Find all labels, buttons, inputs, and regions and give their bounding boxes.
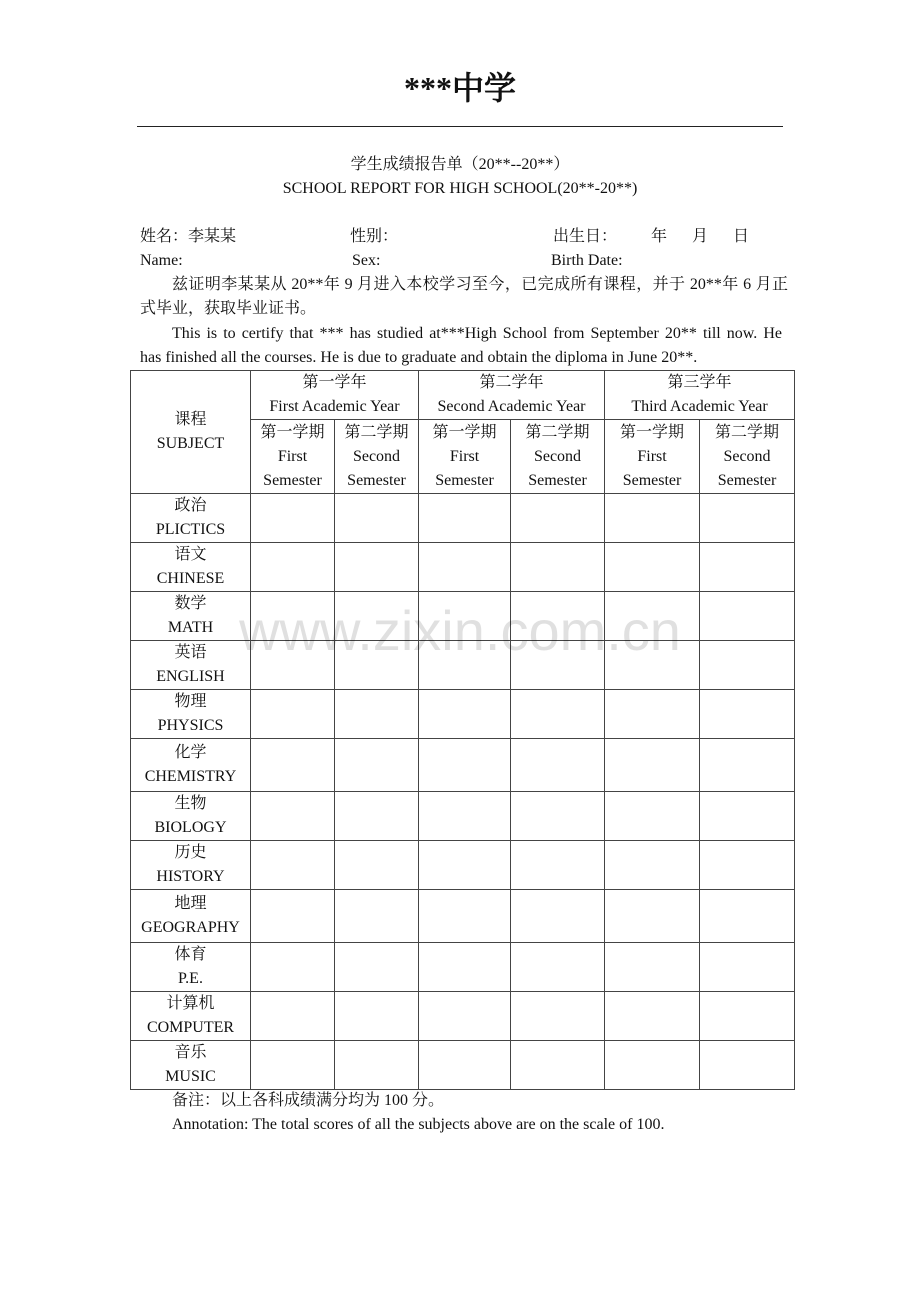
semester-header-en: Semester xyxy=(435,471,494,489)
year-header-en: Second Academic Year xyxy=(437,398,586,415)
year-header-third xyxy=(605,371,795,420)
score-cell xyxy=(419,890,511,943)
score-cell xyxy=(511,494,605,543)
name-label-cn: 姓名： xyxy=(140,228,189,245)
score-cell xyxy=(700,543,795,592)
score-cell xyxy=(419,841,511,890)
semester-header-cell xyxy=(700,420,795,494)
report-subtitle-en: SCHOOL REPORT FOR HIGH SCHOOL(20**-20**) xyxy=(282,180,638,197)
score-cell xyxy=(335,592,419,641)
sex-label-cn: 性别： xyxy=(350,228,399,245)
score-cell xyxy=(605,841,700,890)
birth-label-en: Birth Date: xyxy=(551,252,623,269)
score-cell xyxy=(511,641,605,690)
semester-header-en: Semester xyxy=(622,471,682,489)
subject-row xyxy=(131,992,795,1041)
score-cell xyxy=(335,1041,419,1090)
score-cell xyxy=(335,792,419,841)
subject-name-en: ENGLISH xyxy=(156,668,225,685)
semester-header-en: Second xyxy=(352,447,401,465)
subject-name-cn: 体育 xyxy=(174,946,207,963)
semester-header-cn: 第一学期 xyxy=(432,423,497,441)
subject-row xyxy=(131,592,795,641)
student-name-field xyxy=(140,225,236,249)
name-label-en: Name: xyxy=(140,252,183,269)
year-header-cn: 第二学年 xyxy=(479,374,544,391)
subject-name-en: PLICTICS xyxy=(155,521,226,538)
subject-header-en: SUBJECT xyxy=(156,435,225,452)
year-header-en: First Academic Year xyxy=(269,398,400,415)
semester-header-en: Semester xyxy=(528,471,587,489)
year-header-en: Third Academic Year xyxy=(631,398,768,415)
score-cell xyxy=(605,543,700,592)
grades-table xyxy=(130,370,795,1090)
subject-row xyxy=(131,494,795,543)
semester-header-cn: 第二学期 xyxy=(715,423,780,441)
score-cell xyxy=(605,890,700,943)
score-cell xyxy=(251,641,335,690)
score-cell xyxy=(335,841,419,890)
subject-name-cn: 地理 xyxy=(174,895,207,912)
score-cell xyxy=(419,592,511,641)
score-cell xyxy=(700,890,795,943)
birth-day-label: 日 xyxy=(733,228,750,245)
score-cell xyxy=(335,494,419,543)
score-cell xyxy=(335,890,419,943)
subject-name-en: MUSIC xyxy=(165,1068,216,1085)
student-name-value: 李某某 xyxy=(188,228,237,245)
subject-name-cn: 物理 xyxy=(174,693,207,710)
score-cell xyxy=(251,841,335,890)
subject-header-cell xyxy=(131,371,251,494)
subject-cell xyxy=(131,739,251,792)
subject-row xyxy=(131,890,795,943)
semester-header-cn: 第二学期 xyxy=(344,423,409,441)
score-cell xyxy=(700,841,795,890)
subject-name-cn: 英语 xyxy=(174,644,207,661)
annotation-en: Annotation: The total scores of all the subjects above are on the scale of 100. xyxy=(172,1116,665,1133)
score-cell xyxy=(700,494,795,543)
subject-name-en: CHEMISTRY xyxy=(144,768,237,785)
year-header-second xyxy=(419,371,605,420)
score-cell xyxy=(419,641,511,690)
subject-row xyxy=(131,1041,795,1090)
semester-header-en: Second xyxy=(723,447,771,465)
subject-name-en: COMPUTER xyxy=(146,1019,235,1036)
score-cell xyxy=(605,943,700,992)
score-cell xyxy=(419,543,511,592)
subject-row xyxy=(131,943,795,992)
subject-name-en: P.E. xyxy=(178,970,203,987)
report-subtitle-cn: 学生成绩报告单（20**--20**） xyxy=(350,156,570,173)
subject-row xyxy=(131,641,795,690)
subject-cell xyxy=(131,943,251,992)
subject-name-cn: 数学 xyxy=(174,595,207,612)
birth-year-label: 年 xyxy=(651,228,668,245)
score-cell xyxy=(605,641,700,690)
score-cell xyxy=(605,690,700,739)
subject-cell xyxy=(131,494,251,543)
score-cell xyxy=(419,739,511,792)
score-cell xyxy=(251,494,335,543)
score-cell xyxy=(419,943,511,992)
score-cell xyxy=(251,992,335,1041)
title-divider xyxy=(137,126,783,127)
subject-cell xyxy=(131,992,251,1041)
score-cell xyxy=(700,943,795,992)
subject-row xyxy=(131,841,795,890)
semester-header-cell xyxy=(605,420,700,494)
score-cell xyxy=(700,641,795,690)
subject-name-en: PHYSICS xyxy=(157,717,224,734)
score-cell xyxy=(511,690,605,739)
score-cell xyxy=(700,792,795,841)
score-cell xyxy=(335,943,419,992)
subject-name-en: CHINESE xyxy=(156,570,225,587)
semester-header-en: Semester xyxy=(347,471,406,489)
subject-name-en: HISTORY xyxy=(156,868,225,885)
certificate-text-cn-line-1: 兹证明李某某从 20**年 9 月进入本校学习至今，已完成所有课程，并于 20**年 6 月正 xyxy=(172,276,788,293)
semester-header-cell xyxy=(335,420,419,494)
subject-cell xyxy=(131,841,251,890)
year-header-first xyxy=(251,371,419,420)
semester-header-en: First xyxy=(449,447,480,465)
subject-cell xyxy=(131,890,251,943)
subject-name-cn: 政治 xyxy=(174,497,207,514)
school-title: ***中学 xyxy=(403,70,516,106)
subject-cell xyxy=(131,543,251,592)
subject-row xyxy=(131,690,795,739)
semester-header-cn: 第一学期 xyxy=(260,423,325,441)
score-cell xyxy=(251,690,335,739)
subject-row xyxy=(131,792,795,841)
score-cell xyxy=(511,792,605,841)
semester-header-en: First xyxy=(637,447,667,465)
grades-table-header xyxy=(131,371,795,494)
score-cell xyxy=(251,592,335,641)
score-cell xyxy=(511,992,605,1041)
subject-name-cn: 化学 xyxy=(174,744,207,761)
birth-month-label: 月 xyxy=(692,228,709,245)
score-cell xyxy=(700,690,795,739)
certificate-text-cn-line-2: 式毕业，获取毕业证书。 xyxy=(140,300,317,317)
certificate-text-en-line-2: has finished all the courses. He is due to graduate and obtain the diploma in June 20**. xyxy=(140,349,698,366)
subject-name-en: BIOLOGY xyxy=(154,819,227,836)
sex-label-en: Sex: xyxy=(352,252,381,269)
score-cell xyxy=(251,543,335,592)
subject-name-en: MATH xyxy=(167,619,214,636)
year-header-cn: 第一学年 xyxy=(302,374,367,391)
subject-cell xyxy=(131,792,251,841)
score-cell xyxy=(511,943,605,992)
subject-name-en: GEOGRAPHY xyxy=(141,919,240,936)
score-cell xyxy=(335,641,419,690)
subject-name-cn: 计算机 xyxy=(166,995,215,1012)
semester-header-cell xyxy=(511,420,605,494)
subject-name-cn: 历史 xyxy=(174,844,207,861)
semester-header-cell xyxy=(251,420,335,494)
score-cell xyxy=(605,1041,700,1090)
score-cell xyxy=(419,992,511,1041)
semester-header-en: Second xyxy=(533,447,582,465)
subject-row xyxy=(131,543,795,592)
semester-header-cn: 第一学期 xyxy=(620,423,685,441)
semester-header-cell xyxy=(419,420,511,494)
year-header-row xyxy=(131,371,795,420)
score-cell xyxy=(700,592,795,641)
subject-name-cn: 音乐 xyxy=(174,1044,207,1061)
semester-header-en: First xyxy=(277,447,308,465)
score-cell xyxy=(335,739,419,792)
score-cell xyxy=(700,1041,795,1090)
score-cell xyxy=(511,543,605,592)
subject-header-cn: 课程 xyxy=(174,411,207,428)
annotation-cn: 备注：以上各科成绩满分均为 100 分。 xyxy=(172,1092,445,1109)
score-cell xyxy=(251,1041,335,1090)
score-cell xyxy=(335,992,419,1041)
score-cell xyxy=(605,992,700,1041)
score-cell xyxy=(605,739,700,792)
score-cell xyxy=(700,739,795,792)
certificate-text-en-line-1: This is to certify that *** has studied at***High School from September 20** till now. He xyxy=(172,325,782,342)
subject-cell xyxy=(131,641,251,690)
score-cell xyxy=(605,792,700,841)
subject-name-cn: 生物 xyxy=(174,795,207,812)
subject-cell xyxy=(131,592,251,641)
score-cell xyxy=(605,592,700,641)
score-cell xyxy=(419,1041,511,1090)
score-cell xyxy=(511,841,605,890)
score-cell xyxy=(251,890,335,943)
watermark: www.zixin.com.cn xyxy=(239,599,681,662)
score-cell xyxy=(335,543,419,592)
grades-table-body xyxy=(131,494,795,1090)
score-cell xyxy=(511,739,605,792)
score-cell xyxy=(419,494,511,543)
score-cell xyxy=(419,792,511,841)
subject-cell xyxy=(131,1041,251,1090)
year-header-cn: 第三学年 xyxy=(667,374,732,391)
semester-header-en: Semester xyxy=(717,471,777,489)
semester-header-cn: 第二学期 xyxy=(525,423,590,441)
subject-row xyxy=(131,739,795,792)
score-cell xyxy=(419,690,511,739)
score-cell xyxy=(511,1041,605,1090)
birth-label-cn: 出生日： xyxy=(553,228,618,245)
score-cell xyxy=(700,992,795,1041)
score-cell xyxy=(335,690,419,739)
score-cell xyxy=(251,792,335,841)
score-cell xyxy=(511,592,605,641)
score-cell xyxy=(605,494,700,543)
score-cell xyxy=(251,943,335,992)
semester-header-en: Semester xyxy=(263,471,322,489)
score-cell xyxy=(251,739,335,792)
score-cell xyxy=(511,890,605,943)
subject-name-cn: 语文 xyxy=(174,546,207,563)
subject-cell xyxy=(131,690,251,739)
